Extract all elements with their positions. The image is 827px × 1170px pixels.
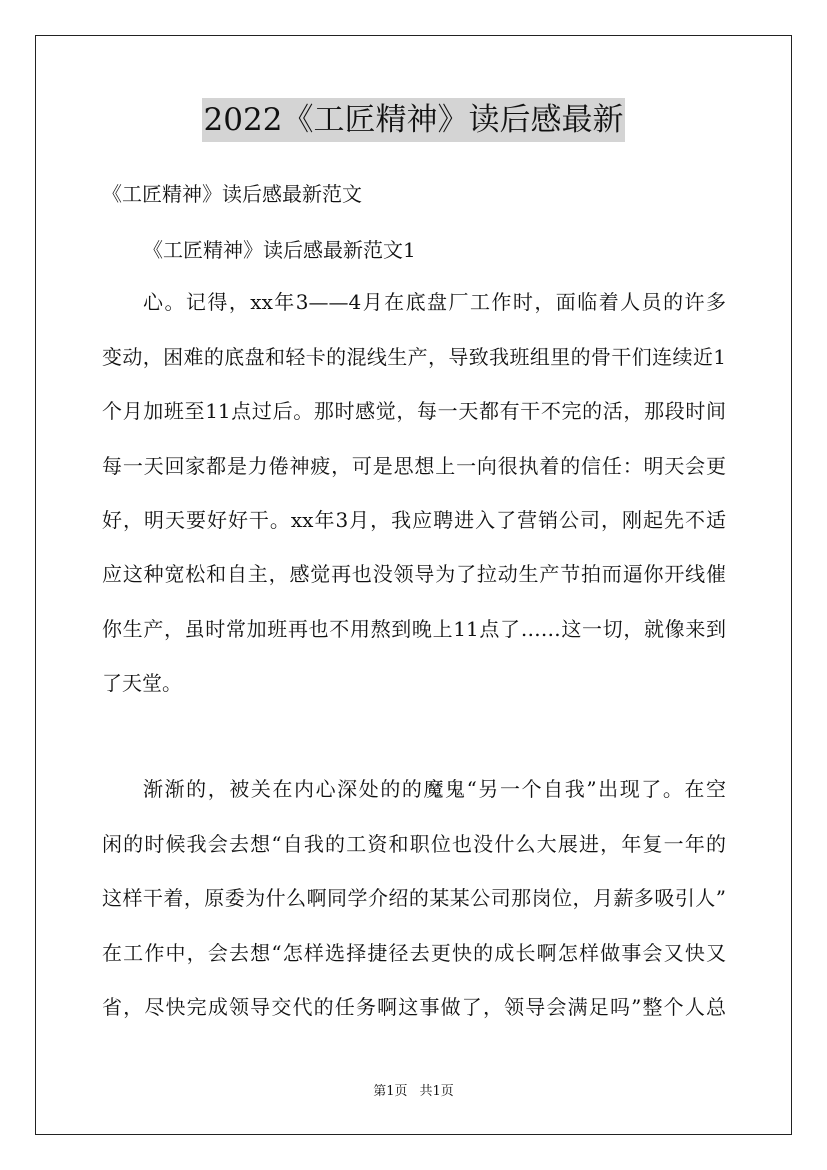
document-subtitle: 《工匠精神》读后感最新范文 — [102, 182, 362, 206]
paragraph2-line-3: 这样干着，原委为什么啊同学介绍的某某公司那岗位，月薪多吸引人” — [102, 886, 726, 910]
paragraph2-line-5: 省，尽快完成领导交代的任务啊这事做了，领导会满足吗”整个人总 — [102, 995, 726, 1019]
paragraph1-line-5: 好，明天要好好干。xx年3月，我应聘进入了营销公司，刚起先不适 — [102, 508, 726, 532]
paragraph2-line-4: 在工作中，会去想“怎样选择捷径去更快的成长啊怎样做事会又快又 — [102, 941, 726, 965]
paragraph1-line-8: 了天堂。 — [102, 671, 182, 695]
paragraph1-line-4: 每一天回家都是力倦神疲，可是思想上一向很执着的信任：明天会更 — [102, 454, 726, 478]
paragraph1-line-2: 变动，困难的底盘和轻卡的混线生产，导致我班组里的骨干们连续近1 — [102, 345, 726, 369]
title-container — [0, 98, 827, 142]
paragraph1-line-1: 心。记得，xx年3——4月在底盘厂工作时，面临着人员的许多 — [143, 290, 726, 314]
paragraph1-line-6: 应这种宽松和自主，感觉再也没领导为了拉动生产节拍而逼你开线催 — [102, 562, 726, 586]
page-total: 共1页 — [419, 1084, 454, 1099]
paragraph1-line-7: 你生产，虽时常加班再也不用熬到晚上11点了……这一切，就像来到 — [102, 617, 726, 641]
document-title: 2022《工匠精神》读后感最新 — [202, 98, 626, 142]
paragraph1-line-3: 个月加班至11点过后。那时感觉，每一天都有干不完的活，那段时间 — [102, 399, 726, 423]
section-heading: 《工匠精神》读后感最新范文1 — [143, 238, 416, 262]
page-footer — [0, 1083, 827, 1101]
paragraph2-line-2: 闲的时候我会去想“自我的工资和职位也没什么大展进，年复一年的 — [102, 832, 726, 856]
page-number: 第1页 — [373, 1084, 408, 1099]
paragraph2-line-1: 渐渐的，被关在内心深处的的魔鬼“另一个自我”出现了。在空 — [143, 777, 726, 801]
